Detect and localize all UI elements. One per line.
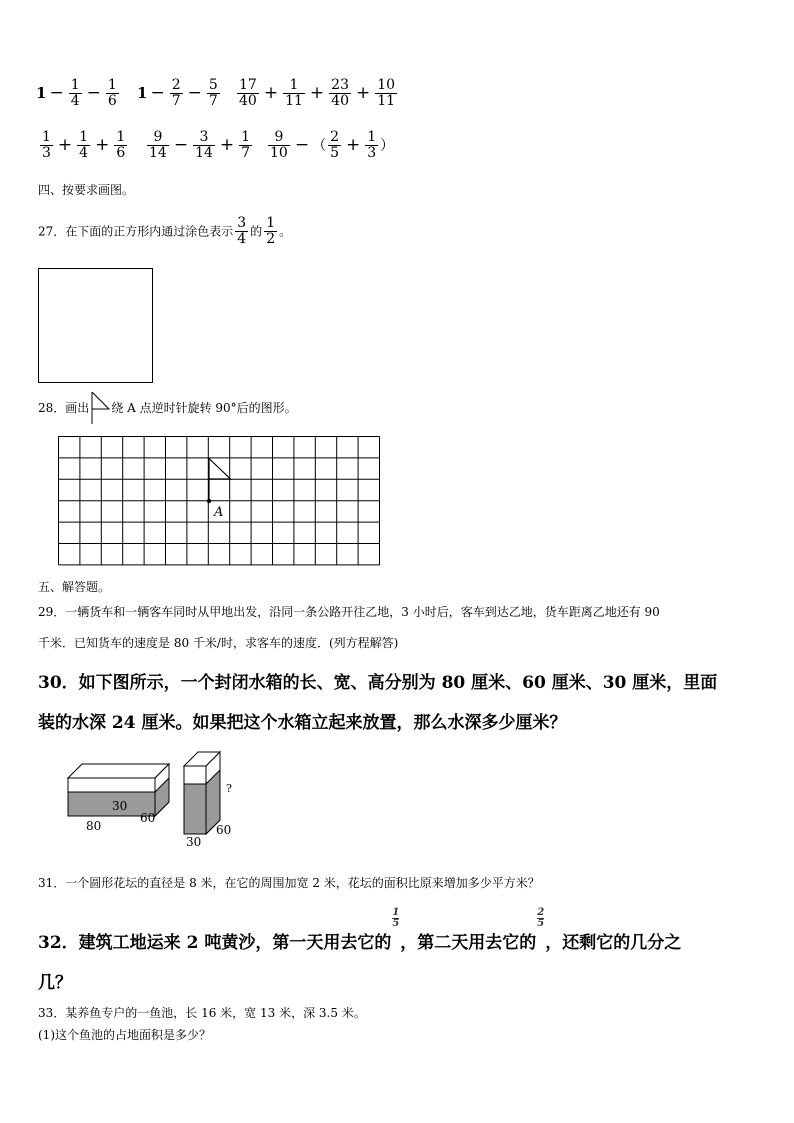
numerator: 1 — [116, 129, 126, 145]
denominator: 6 — [107, 92, 117, 109]
water-tank-figures — [60, 748, 250, 852]
whole-number: 1 — [137, 84, 148, 103]
whole-number: 1 — [36, 84, 47, 103]
fraction — [170, 78, 183, 108]
question-31: 31．一个圆形花坛的直径是 8 米，在它的周围加宽 2 米，花坛的面积比原来增加多少平方米？ — [38, 876, 540, 890]
fraction — [239, 130, 252, 160]
denominator: 4 — [70, 92, 80, 109]
numerator: 1 — [266, 215, 276, 231]
fraction — [69, 78, 82, 108]
operator: + — [95, 135, 110, 156]
fraction — [114, 130, 127, 160]
fraction — [329, 78, 351, 108]
flag-shape-icon — [89, 391, 111, 425]
dimension-label: 60 — [216, 823, 232, 837]
numerator: 9 — [268, 130, 290, 146]
question-text: ，还剩它的几分之 — [545, 933, 682, 953]
right-paren: ） — [380, 138, 395, 155]
numerator: 9 — [147, 130, 169, 146]
fraction — [40, 130, 53, 160]
standing-tank — [184, 752, 232, 849]
question-29-line-2: 千米．已知货车的速度是 80 千米/时，求客车的速度．(列方程解答) — [38, 636, 399, 650]
operator: + — [263, 83, 279, 104]
dimension-label: 60 — [140, 811, 156, 825]
question-text: 绕 A 点逆时针旋转 90°后的图形。 — [111, 401, 297, 415]
fraction — [283, 78, 305, 108]
numerator: 1 — [367, 129, 377, 145]
section-heading: 四、按要求画图。 — [38, 183, 135, 197]
denominator: 3 — [367, 144, 377, 161]
numerator: 2 — [537, 907, 545, 918]
question-33-line-1: 33．某养鱼专户的一鱼池，长 16 米，宽 13 米，深 3.5 米。 — [38, 1006, 366, 1020]
numerator: 3 — [193, 130, 215, 146]
numerator: 1 — [392, 907, 400, 918]
operator: − — [86, 83, 101, 104]
numerator: 1 — [70, 77, 80, 93]
fraction — [392, 908, 399, 929]
fraction — [207, 78, 220, 108]
expression-2 — [137, 78, 222, 108]
operator: + — [57, 135, 73, 156]
operator: + — [309, 83, 325, 104]
numerator: 2 — [330, 129, 339, 145]
operator: + — [219, 135, 235, 156]
denominator: 7 — [208, 92, 218, 109]
numerator: 17 — [239, 77, 257, 93]
denominator: 3 — [42, 144, 51, 161]
denominator: 5 — [392, 918, 400, 929]
denominator: 10 — [270, 144, 288, 161]
fraction — [147, 130, 169, 160]
question-30-line-1: 30．如下图所示，一个封闭水箱的长、宽、高分别为 80 厘米、60 厘米、30 厘米，里面 — [38, 673, 718, 693]
question-32-line-1 — [38, 907, 682, 953]
fraction — [77, 130, 90, 160]
drawing-square[interactable] — [38, 268, 153, 383]
question-32-line-2: 几？ — [38, 973, 72, 993]
operator: − — [187, 83, 202, 104]
question-28 — [38, 399, 297, 416]
denominator: 14 — [149, 144, 167, 161]
question-text: ，第二天用去它的 — [400, 933, 537, 953]
numerator: 1 — [283, 78, 305, 94]
operator: + — [355, 83, 371, 104]
expression-1 — [36, 78, 121, 108]
operator: + — [346, 135, 361, 156]
denominator: 4 — [237, 230, 247, 247]
denominator: 4 — [79, 144, 89, 161]
grid-lines — [59, 437, 380, 565]
operator: − — [49, 83, 64, 104]
dimension-label: 30 — [112, 799, 128, 813]
dimension-label: 30 — [186, 835, 202, 849]
expression-3 — [235, 78, 399, 108]
expression-6 — [266, 130, 394, 160]
numerator: 1 — [79, 129, 89, 145]
operator: − — [173, 135, 189, 156]
fraction — [365, 130, 378, 160]
numerator: 10 — [377, 77, 396, 93]
question-33-line-2: (1)这个鱼池的占地面积是多少？ — [38, 1028, 211, 1042]
expression-5 — [145, 130, 254, 160]
numerator: 5 — [208, 77, 218, 93]
point-a — [207, 499, 211, 503]
denominator: 11 — [285, 92, 303, 109]
question-29-line-1: 29．一辆货车和一辆客车同时从甲地出发，沿同一条公路开往乙地，3 小时后，客车到达乙地，货车距离乙地还有 90 — [38, 605, 660, 619]
fraction — [537, 908, 544, 929]
numerator: 2 — [171, 77, 181, 93]
numerator: 1 — [241, 129, 251, 145]
question-text: 27．在下面的正方形内通过涂色表示 — [38, 224, 234, 239]
unknown-label: ? — [226, 782, 232, 795]
lying-tank — [68, 764, 169, 833]
question-30-line-2: 装的水深 24 厘米。如果把这个水箱立起来放置，那么水深多少厘米？ — [38, 713, 567, 733]
numerator: 23 — [331, 77, 349, 93]
grid-figure[interactable] — [58, 436, 382, 566]
section-heading: 五、解答题。 — [38, 580, 111, 594]
numerator: 1 — [107, 77, 117, 93]
question-text: 的 — [250, 224, 263, 239]
denominator: 2 — [266, 230, 276, 247]
fraction — [328, 130, 341, 160]
denominator: 6 — [116, 144, 126, 161]
left-paren: （ — [312, 138, 327, 155]
denominator: 11 — [377, 92, 396, 109]
operator: − — [294, 135, 310, 156]
expression-4 — [38, 130, 129, 160]
denominator: 14 — [195, 144, 213, 161]
numerator: 3 — [237, 215, 247, 231]
fraction — [375, 78, 397, 108]
operator: − — [150, 83, 165, 104]
denominator: 40 — [239, 92, 257, 109]
fraction — [237, 78, 259, 108]
fraction — [264, 216, 277, 246]
denominator: 5 — [537, 918, 545, 929]
question-text: 32．建筑工地运来 2 吨黄沙，第一天用去它的 — [38, 933, 392, 953]
question-text: 。 — [279, 224, 292, 239]
point-a-label: A — [214, 505, 224, 520]
fraction — [106, 78, 119, 108]
question-27 — [38, 216, 291, 246]
denominator: 7 — [171, 92, 181, 109]
denominator: 7 — [241, 144, 251, 161]
fraction — [268, 130, 290, 160]
fraction — [235, 216, 248, 246]
fraction — [193, 130, 215, 160]
denominator: 5 — [330, 144, 339, 161]
numerator: 1 — [42, 129, 51, 145]
denominator: 40 — [331, 92, 349, 109]
question-text: 28．画出 — [38, 401, 90, 415]
flag-triangle — [209, 459, 231, 480]
dimension-label: 80 — [86, 819, 102, 833]
